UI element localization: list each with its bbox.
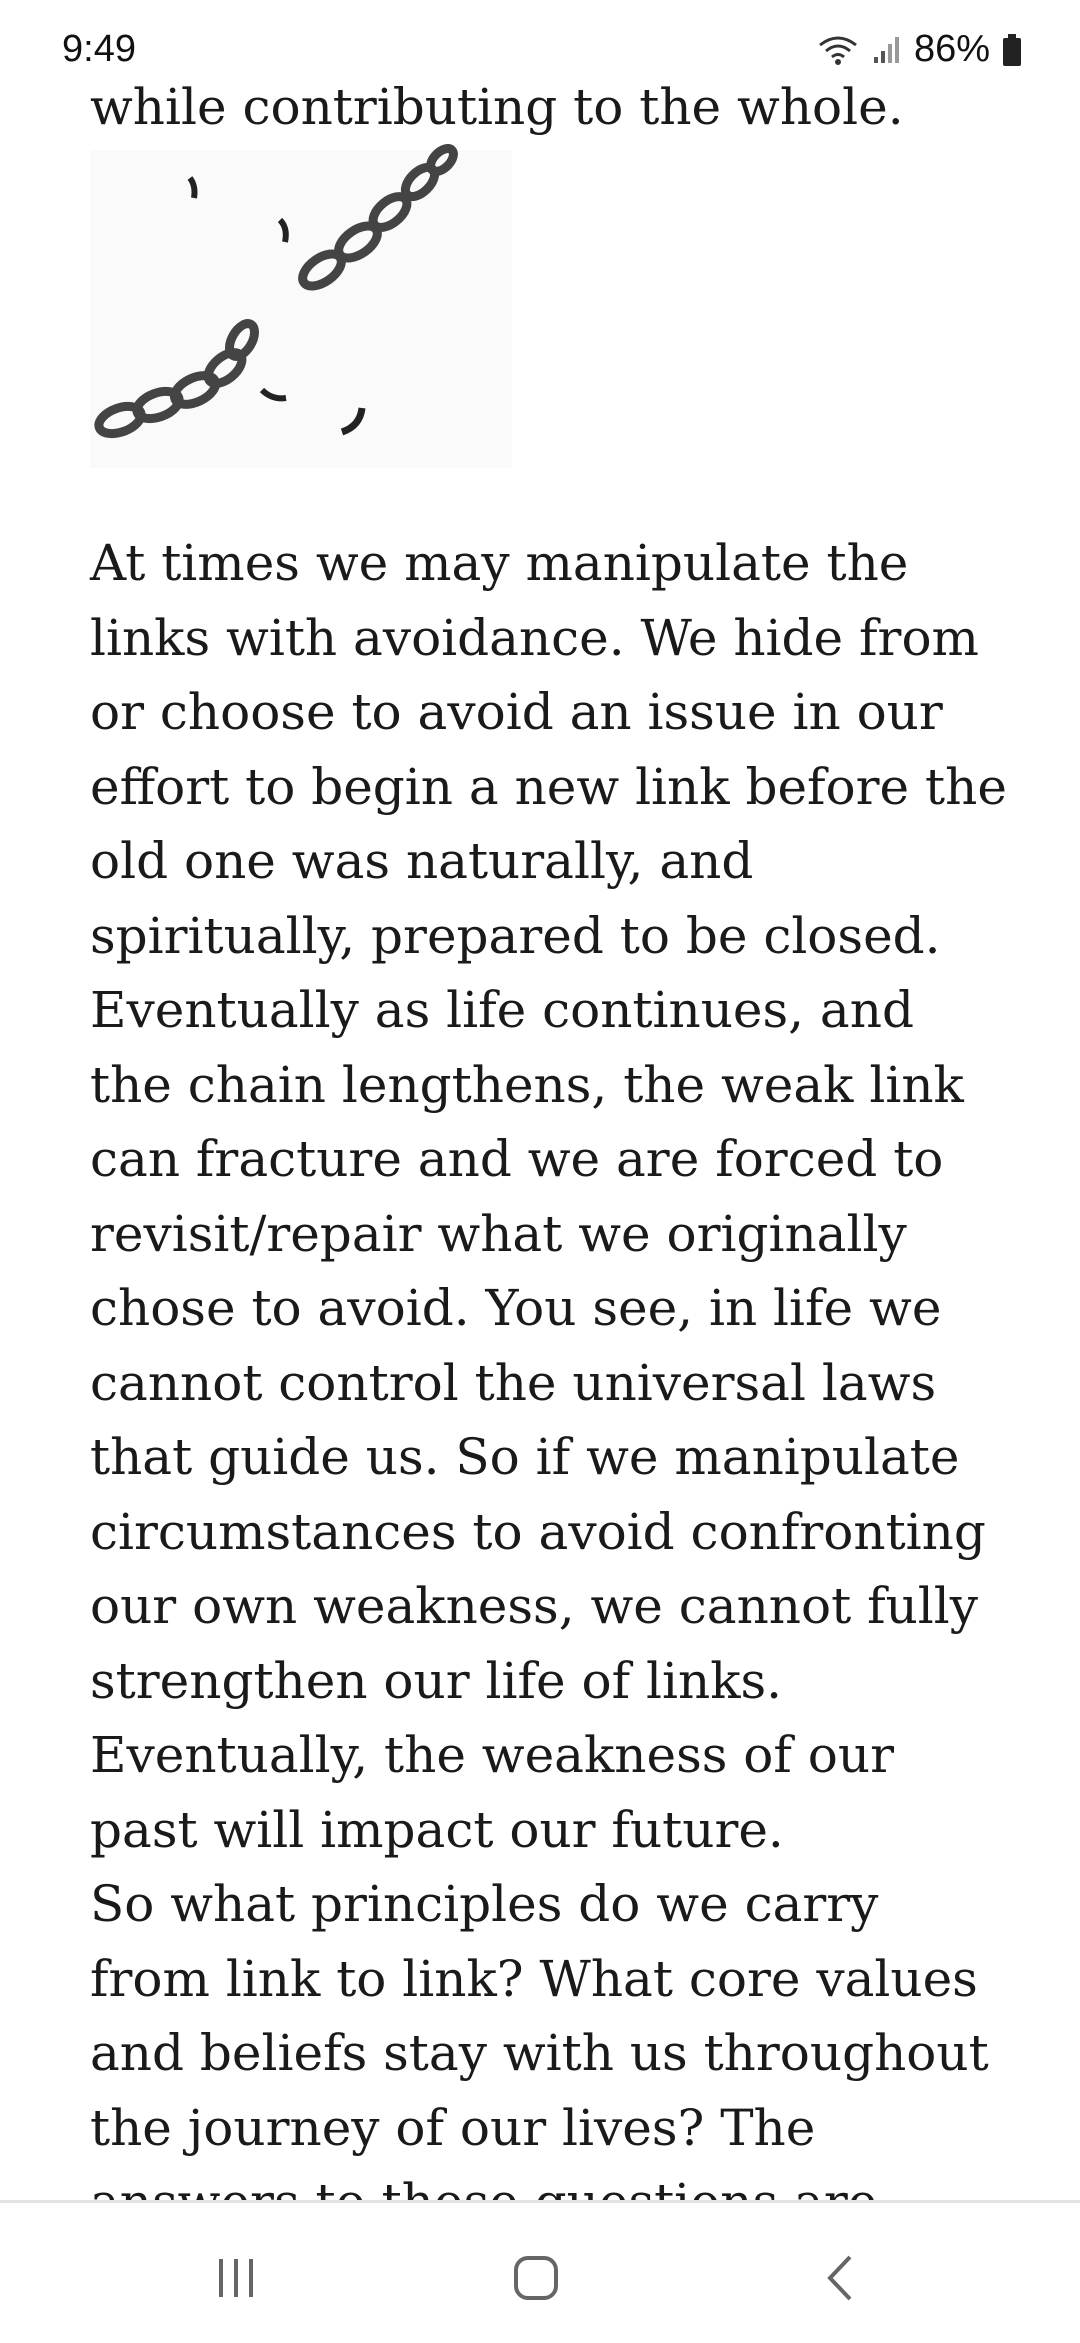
- recent-apps-button[interactable]: [196, 2243, 276, 2313]
- recent-apps-icon: [213, 2255, 259, 2301]
- navigation-bar: [0, 2200, 1080, 2343]
- home-icon: [511, 2253, 561, 2303]
- article-paragraph: So what principles do we carry from link to link? What core values and beliefs stay with us throughout the journey of our lives? The: [90, 1875, 989, 2157]
- status-icons: [816, 28, 1022, 71]
- broken-chain-image: [90, 150, 512, 468]
- battery-icon: [1002, 34, 1022, 66]
- back-button[interactable]: [800, 2243, 880, 2313]
- article-top-line: while contributing to the whole.: [90, 78, 904, 136]
- wifi-icon: [816, 33, 860, 67]
- signal-icon: [872, 35, 902, 65]
- back-icon: [820, 2253, 860, 2303]
- battery-percentage: 86%: [913, 28, 990, 70]
- status-time: 9:49: [62, 28, 136, 70]
- home-button[interactable]: [496, 2243, 576, 2313]
- article-paragraph: At times we may manipulate the links with avoidance. We hide from or choose to avoid an issue in our effort to begin a new link before the old one was naturally, and spiritually, prepared to be closed. Eventually as life continues, and the chain lengthens, the weak link can fracture and we are forced to revisit/repair what we originally chose to avoid. You see, in life we cannot control the universal laws that guide us. So if we manipulate circumstances to avoid confronting our own weakness, we cannot fully strengthen our life of links. Eventually, the weakness of our past will impact our future.: [90, 534, 1007, 1859]
- article-content: [90, 70, 1010, 2200]
